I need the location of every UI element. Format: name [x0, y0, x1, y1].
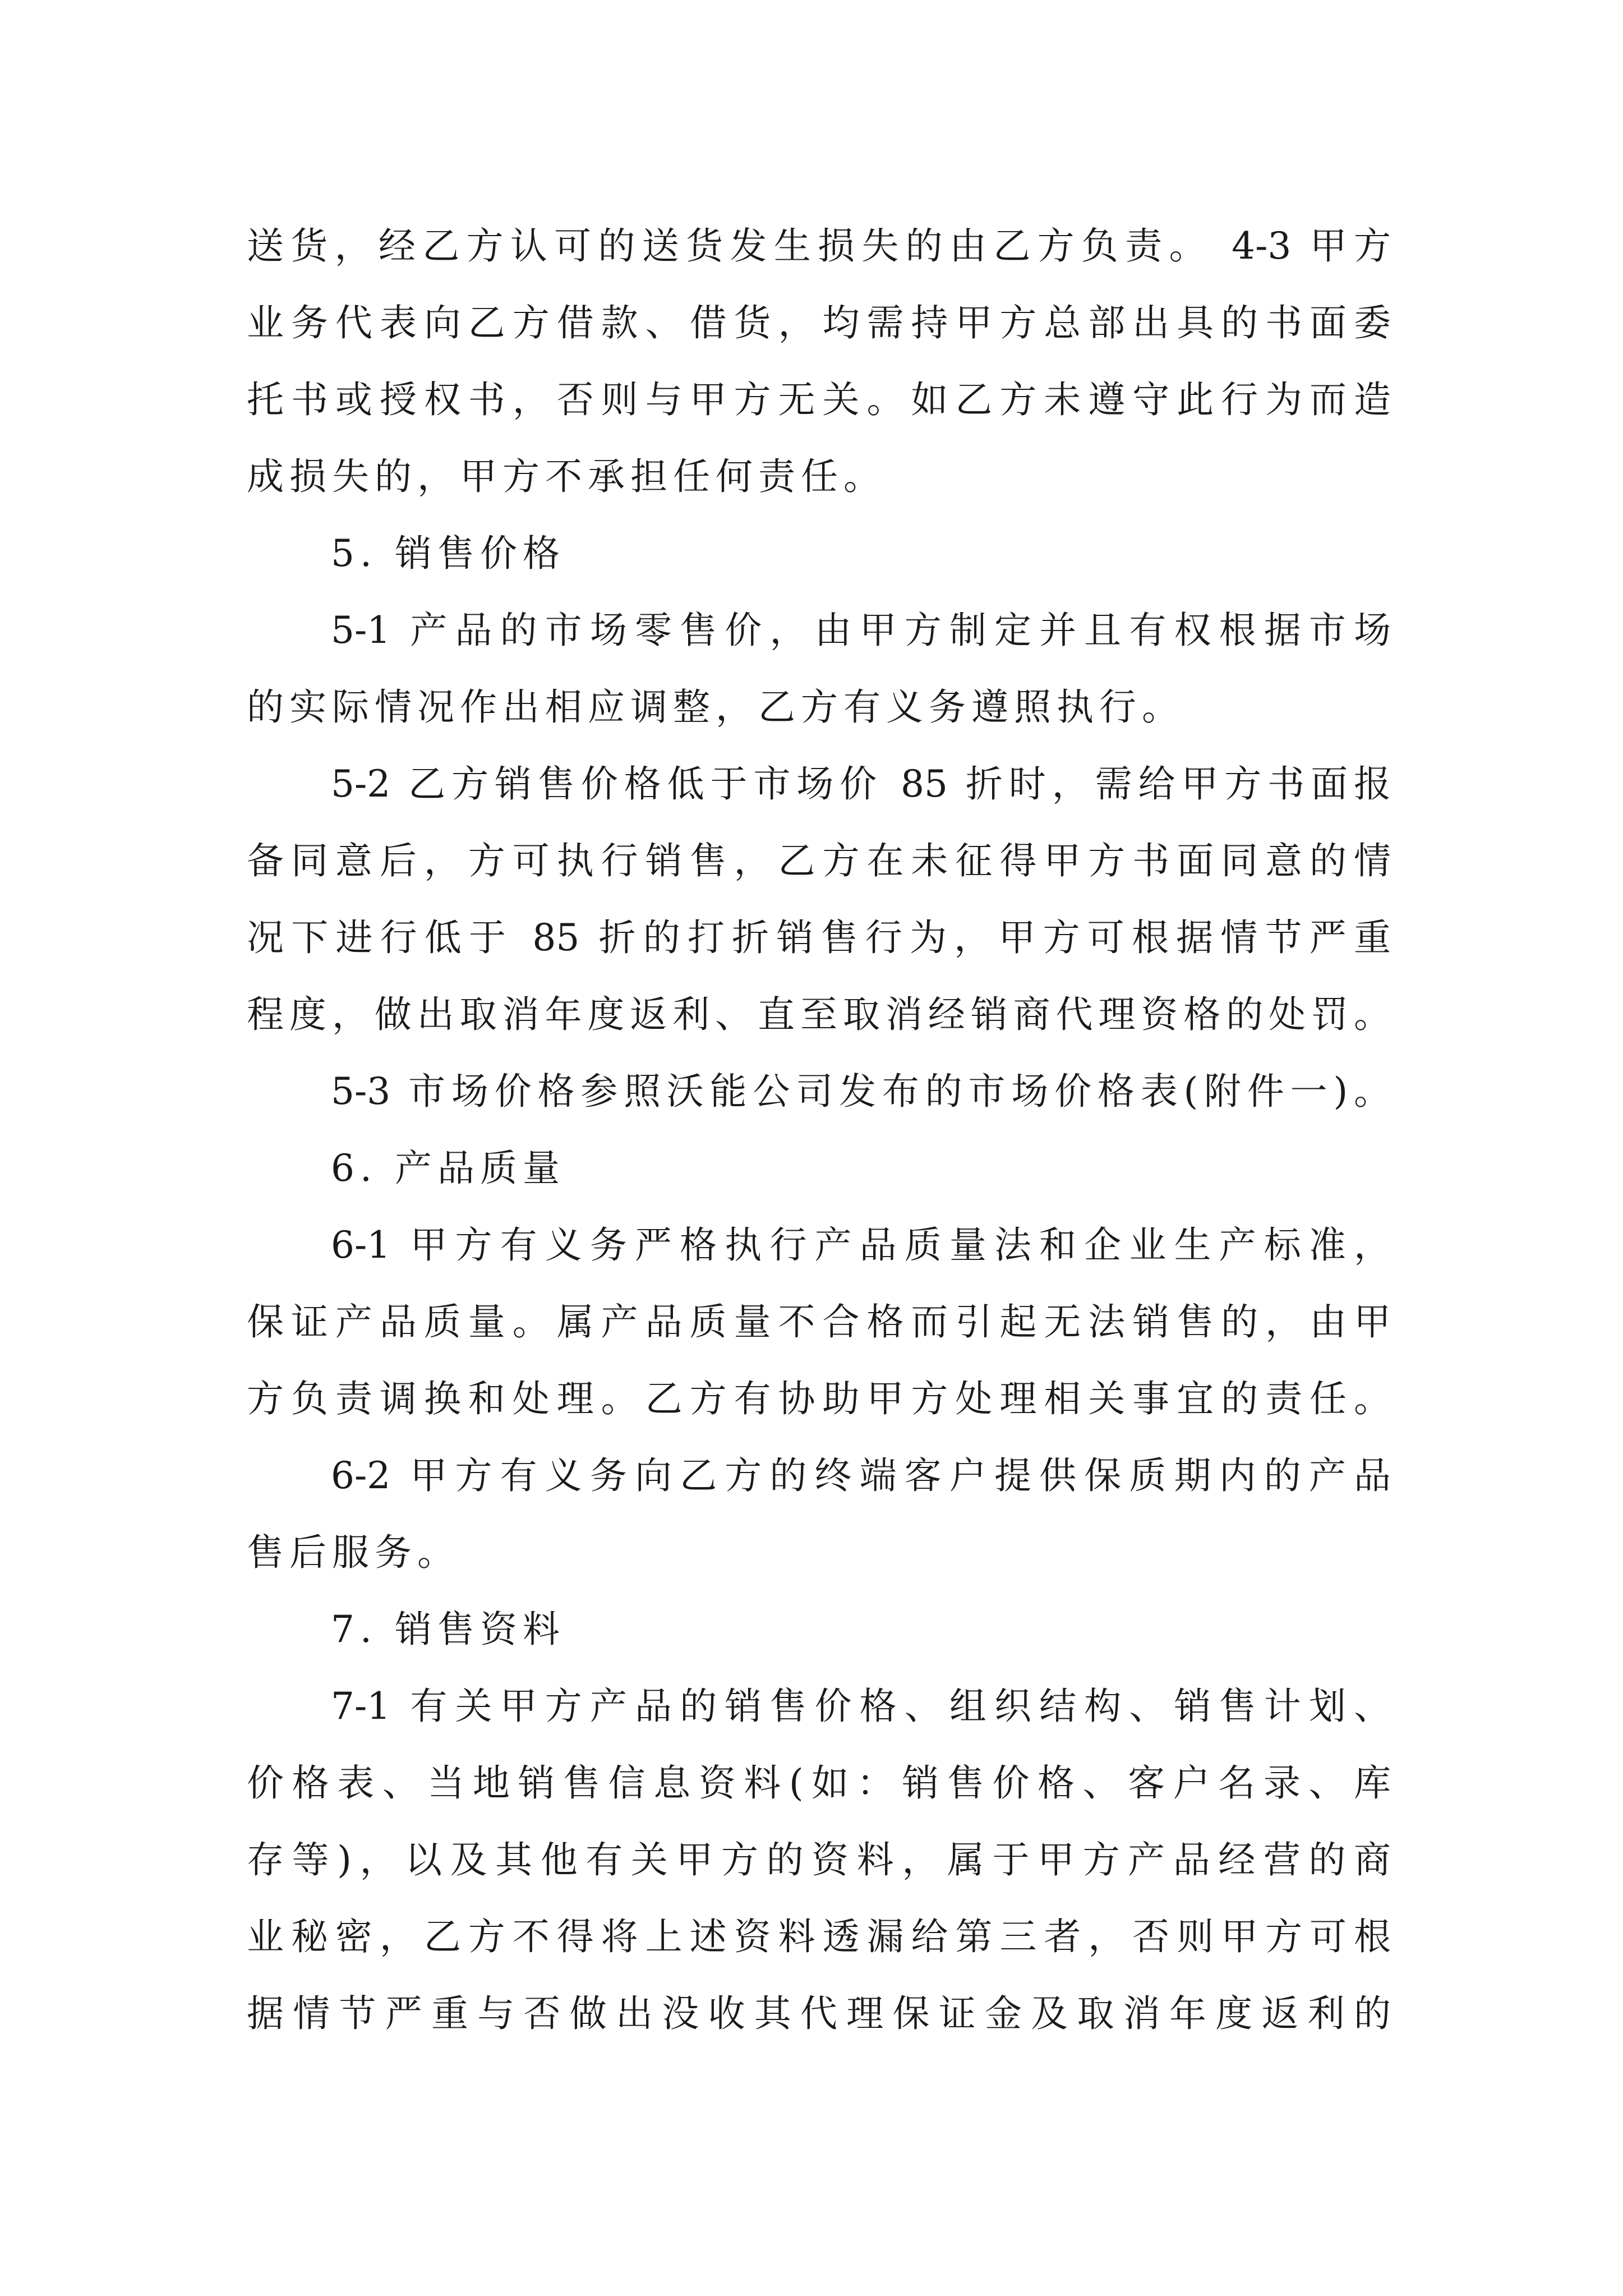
- clause-5-1-line: 的实际情况作出相应调整，乙方有义务遵照执行。: [247, 685, 1184, 729]
- clause-5-1-line: 5-1 产品的市场零售价，由甲方制定并且有权根据市场: [331, 609, 1391, 652]
- section-heading-6: 6. 产品质量: [331, 1147, 565, 1190]
- section-heading-5: 5. 销售价格: [331, 532, 565, 575]
- paragraph-line: 业务代表向乙方借款、借货，均需持甲方总部出具的书面委: [247, 301, 1391, 344]
- clause-6-2-line: 6-2 甲方有义务向乙方的终端客户提供保质期内的产品: [331, 1454, 1391, 1497]
- clause-5-2-line: 程度，做出取消年度返利、直至取消经销商代理资格的处罚。: [247, 993, 1391, 1036]
- clause-5-2-line: 5-2 乙方销售价格低于市场价 85 折时，需给甲方书面报: [331, 762, 1391, 806]
- clause-5-2-line: 况下进行低于 85 折的打折销售行为，甲方可根据情节严重: [247, 916, 1391, 959]
- clause-7-1-line: 存等)，以及其他有关甲方的资料，属于甲方产品经营的商: [247, 1838, 1391, 1881]
- paragraph-line: 成损失的，甲方不承担任何责任。: [247, 455, 886, 498]
- clause-7-1-line: 据情节严重与否做出没收其代理保证金及取消年度返利的: [247, 1992, 1391, 2035]
- paragraph-line: 送货，经乙方认可的送货发生损失的由乙方负责。 4-3 甲方: [247, 224, 1391, 268]
- clause-5-3-line: 5-3 市场价格参照沃能公司发布的市场价格表(附件一)。: [331, 1070, 1391, 1113]
- clause-6-1-line: 6-1 甲方有义务严格执行产品质量法和企业生产标准，: [331, 1223, 1391, 1267]
- contract-body-text: [247, 208, 1391, 2052]
- clause-5-2-line: 备同意后，方可执行销售，乙方在未征得甲方书面同意的情: [247, 839, 1391, 882]
- clause-6-1-line: 保证产品质量。属产品质量不合格而引起无法销售的，由甲: [247, 1300, 1391, 1343]
- clause-6-1-line: 方负责调换和处理。乙方有协助甲方处理相关事宜的责任。: [247, 1377, 1391, 1420]
- clause-7-1-line: 业秘密，乙方不得将上述资料透漏给第三者，否则甲方可根: [247, 1915, 1391, 1958]
- clause-7-1-line: 价格表、当地销售信息资料(如：销售价格、客户名录、库: [247, 1761, 1391, 1805]
- clause-7-1-line: 7-1 有关甲方产品的销售价格、组织结构、销售计划、: [331, 1685, 1391, 1728]
- paragraph-line: 托书或授权书，否则与甲方无关。如乙方未遵守此行为而造: [247, 378, 1391, 421]
- section-heading-7: 7. 销售资料: [331, 1608, 565, 1651]
- clause-6-2-line: 售后服务。: [247, 1531, 460, 1574]
